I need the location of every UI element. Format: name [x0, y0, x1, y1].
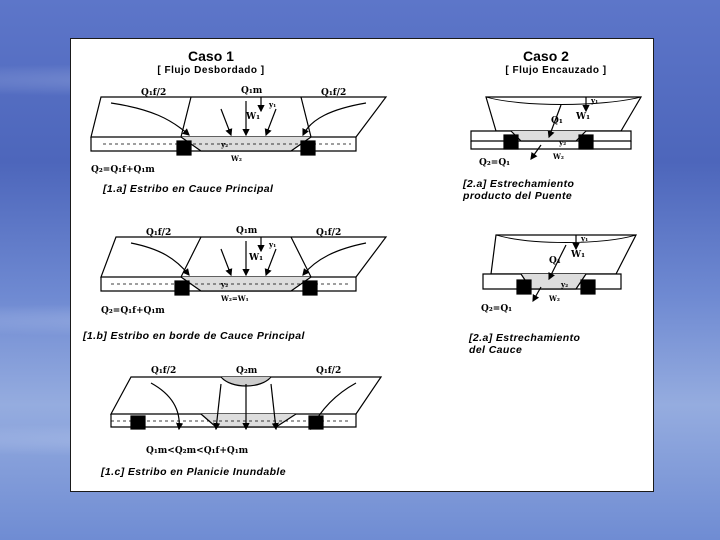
label-1b-y1: y₁: [269, 240, 277, 249]
bridge-constriction-diagram: [71, 39, 655, 493]
equation-1b: Q₂=Q₁f+Q₁m: [101, 306, 165, 316]
label-2a-w2: W₂: [553, 152, 564, 161]
case2-title: Caso 2: [523, 48, 569, 64]
label-2b-y2: y₂: [561, 280, 569, 289]
figure-panel: [70, 38, 654, 492]
diagram-2b: [483, 235, 636, 301]
label-1c-q-left: Q₁f/2: [151, 366, 177, 376]
caption-2b-line1: [2.a] Estrechamiento: [469, 332, 581, 344]
caption-1b: [1.b] Estribo en borde de Cauce Principal: [83, 330, 305, 342]
label-2a-w1: W₁: [576, 112, 591, 122]
label-2b-q1: Q₁: [549, 256, 561, 266]
label-2b-w2: W₂: [549, 294, 560, 303]
label-2a-y1: y₁: [591, 96, 599, 105]
label-2a-q1: Q₁: [551, 116, 563, 126]
label-1a-y1: y₁: [269, 100, 277, 109]
label-1b-q-right: Q₁f/2: [316, 228, 342, 238]
caption-2b-line2: del Cauce: [469, 344, 523, 356]
case1-subtitle: [ Flujo Desbordado ]: [157, 65, 265, 76]
label-2a-y2: y₂: [559, 138, 567, 147]
label-2b-w1: W₁: [571, 250, 586, 260]
label-1c-q-mid: Q₂m: [236, 366, 258, 376]
case1-title: Caso 1: [188, 48, 234, 64]
diagram-1b: [101, 237, 386, 295]
equation-2b: Q₂=Q₁: [481, 304, 513, 314]
label-1b-q-mid: Q₁m: [236, 226, 258, 236]
label-1b-q-left: Q₁f/2: [146, 228, 172, 238]
caption-2a-line2: producto del Puente: [463, 190, 573, 202]
label-1a-y2: y₂: [221, 140, 229, 149]
label-2b-y1: y₁: [581, 234, 589, 243]
label-1a-q-left: Q₁f/2: [141, 88, 167, 98]
label-1c-q-right: Q₁f/2: [316, 366, 342, 376]
label-1a-q-right: Q₁f/2: [321, 88, 347, 98]
diagram-1c: [111, 377, 381, 429]
label-1b-w2: W₂=W₁: [221, 294, 249, 303]
label-1b-w1: W₁: [249, 253, 264, 263]
equation-2a: Q₂=Q₁: [479, 158, 511, 168]
label-1a-w1: W₁: [246, 112, 261, 122]
caption-1a: [1.a] Estribo en Cauce Principal: [103, 183, 274, 195]
diagram-1a: [91, 97, 386, 155]
label-1b-y2: y₂: [221, 280, 229, 289]
equation-1c: Q₁m<Q₂m<Q₁f+Q₁m: [146, 446, 249, 456]
equation-1a: Q₂=Q₁f+Q₁m: [91, 165, 155, 175]
case2-subtitle: [ Flujo Encauzado ]: [505, 65, 607, 76]
label-1a-q-mid: Q₁m: [241, 86, 263, 96]
diagram-2a: [471, 97, 641, 159]
caption-1c: [1.c] Estribo en Planicie Inundable: [101, 466, 286, 478]
label-1a-w2: W₂: [231, 154, 242, 163]
caption-2a-line1: [2.a] Estrechamiento: [463, 178, 575, 190]
